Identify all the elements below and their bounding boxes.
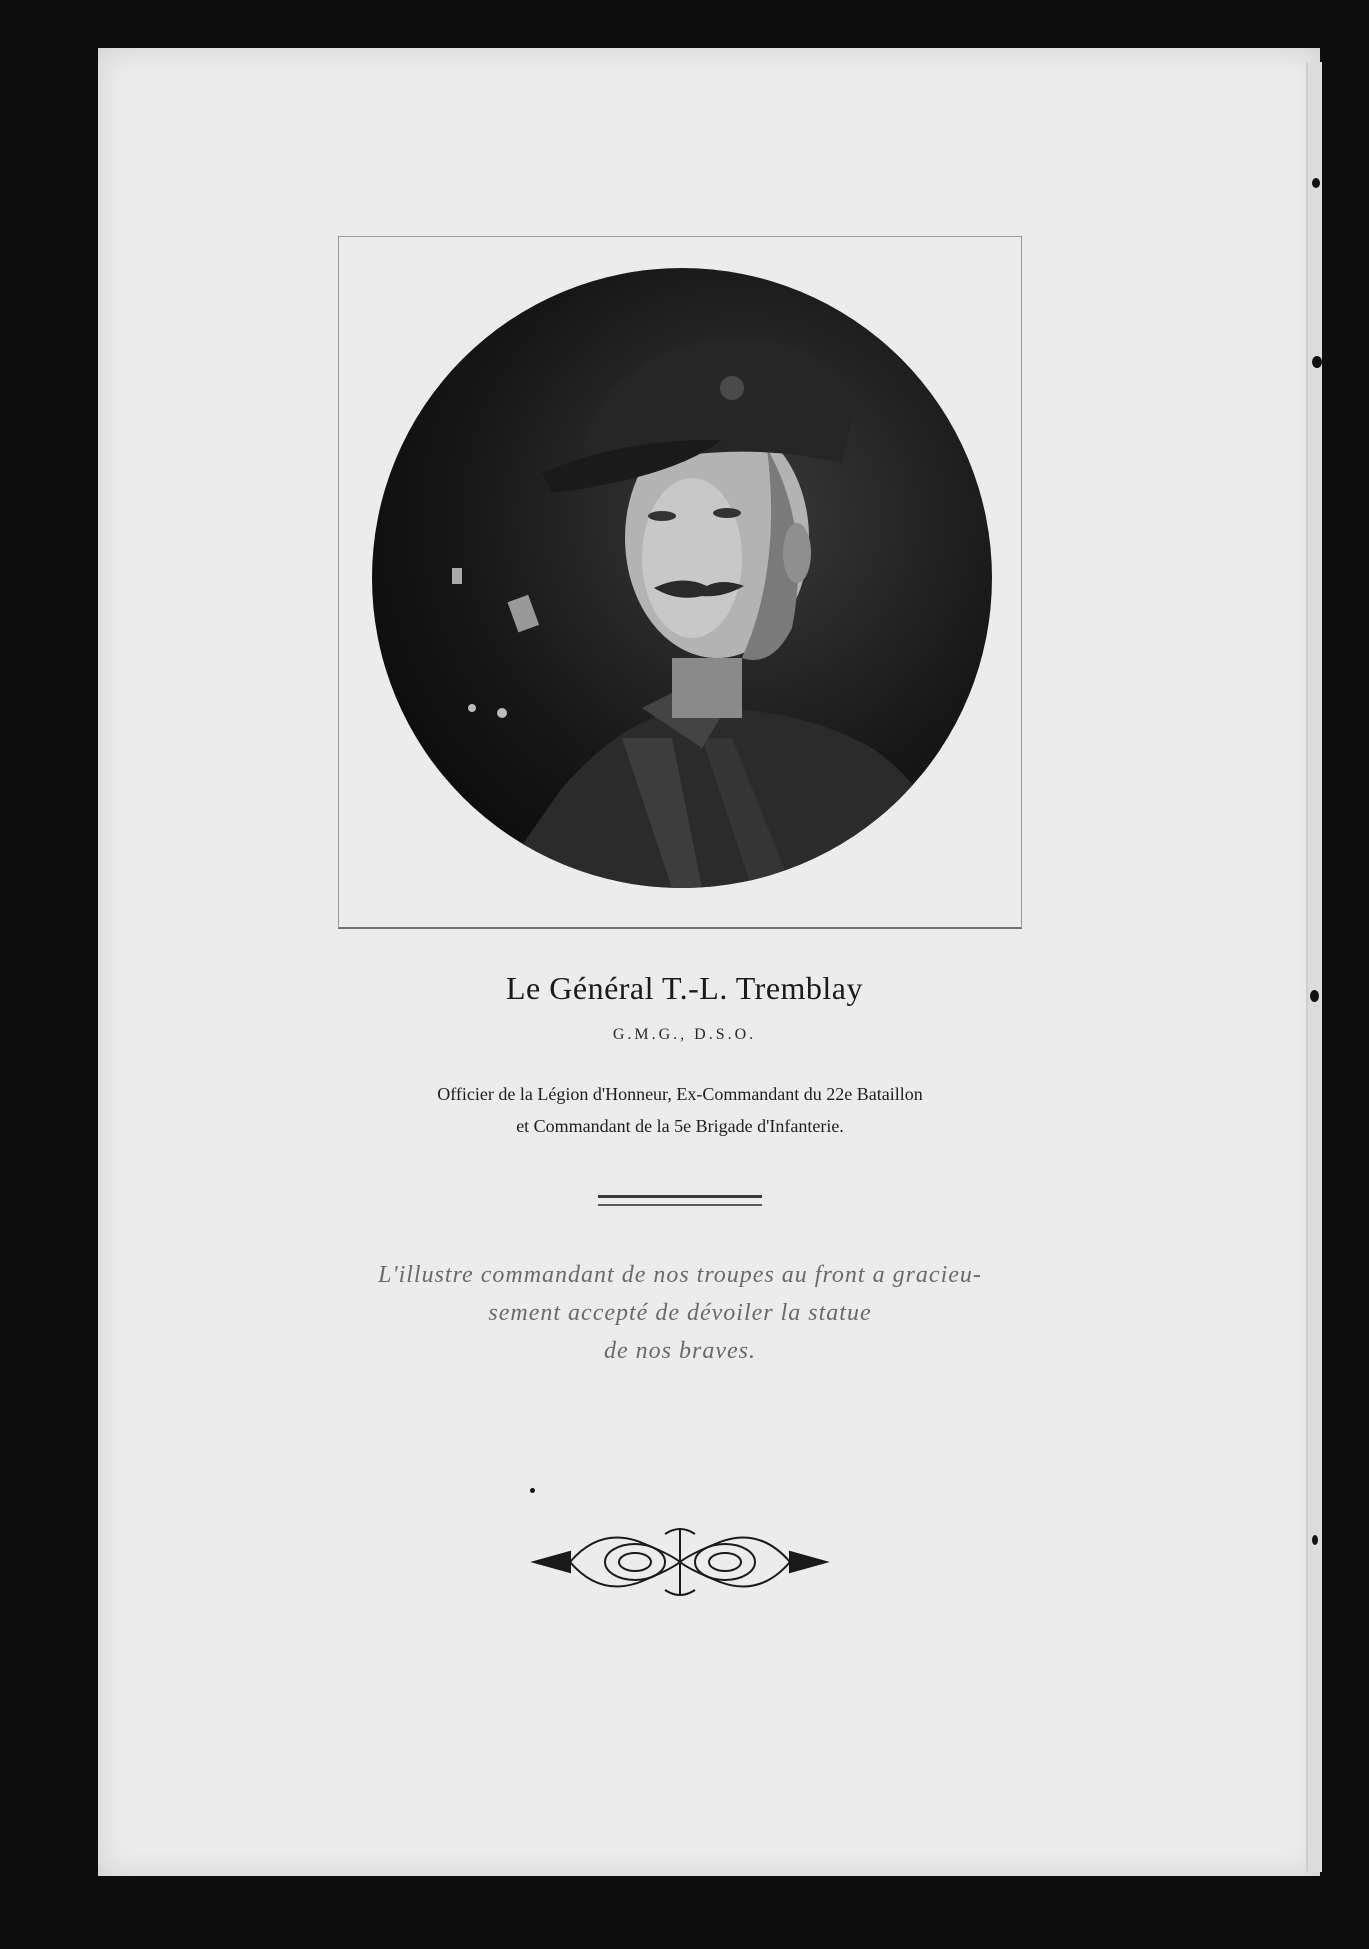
page-title: Le Général T.-L. Tremblay xyxy=(506,970,863,1006)
scan-speck xyxy=(1312,1535,1318,1545)
scan-speck xyxy=(530,1488,535,1493)
honours-line: G.M.G., D.S.O. xyxy=(612,1026,757,1043)
scan-speck xyxy=(1312,178,1320,188)
description xyxy=(330,1078,1030,1142)
portrait-photo-icon xyxy=(372,268,992,888)
description-line: Officier de la Légion d'Honneur, Ex-Commandant du 22e Bataillon xyxy=(437,1084,923,1104)
portrait-photo xyxy=(372,268,992,888)
scan-speck xyxy=(1312,356,1322,368)
facing-page-edge xyxy=(1306,62,1322,1872)
fleuron-ornament-icon xyxy=(530,1522,830,1602)
tribute-line: sement accepté de dévoiler la statue xyxy=(488,1300,872,1326)
divider-rule xyxy=(598,1195,762,1206)
description-line: et Commandant de la 5e Brigade d'Infanterie. xyxy=(516,1116,844,1136)
tribute-line: L'illustre commandant de nos troupes au front a gracieu- xyxy=(378,1262,982,1288)
scan-speck xyxy=(1310,990,1319,1002)
tribute-text xyxy=(270,1256,1090,1370)
tribute-line: de nos braves. xyxy=(604,1338,756,1364)
